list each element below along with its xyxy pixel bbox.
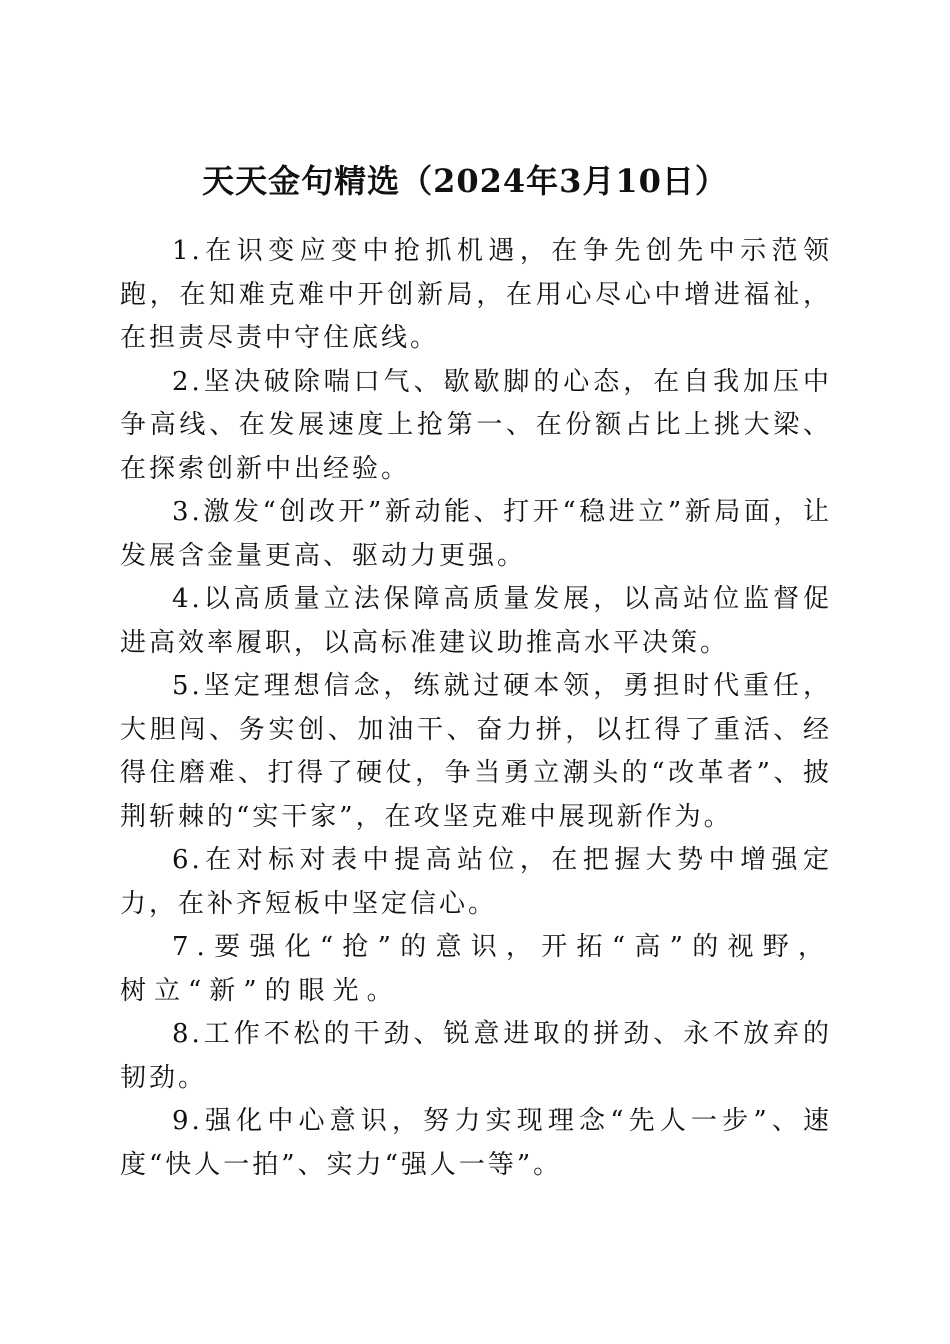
quote-item-4: 4.以高质量立法保障高质量发展，以高站位监督促进高效率履职，以高标准建议助推高水平决策。 (120, 584, 832, 658)
quote-item-9: 9.强化中心意识，努力实现理念“先人一步”、速度“快人一拍”、实力“强人一等”。 (120, 1106, 832, 1180)
quote-item-2: 2.坚决破除喘口气、歇歇脚的心态，在自我加压中争高线、在发展速度上抢第一、在份额占比上挑大梁、在探索创新中出经验。 (120, 366, 832, 484)
quote-item-7: 7.要强化“抢”的意识，开拓“高”的视野，树立“新”的眼光。 (120, 932, 832, 1006)
quote-item-1: 1.在识变应变中抢抓机遇，在争先创先中示范领跑，在知难克难中开创新局，在用心尽心中增进福祉，在担责尽责中守住底线。 (120, 236, 832, 353)
quote-item-8: 8.工作不松的干劲、锐意进取的拼劲、永不放弃的韧劲。 (120, 1019, 832, 1093)
quote-item-3: 3.激发“创改开”新动能、打开“稳进立”新局面，让发展含金量更高、驱动力更强。 (120, 497, 832, 571)
quote-item-6: 6.在对标对表中提高站位，在把握大势中增强定力，在补齐短板中坚定信心。 (120, 845, 832, 919)
quote-item-5: 5.坚定理想信念，练就过硬本领，勇担时代重任，大胆闯、务实创、加油干、奋力拼，以扛得了重活、经得住磨难、打得了硬仗，争当勇立潮头的“改革者”、披荆斩棘的“实干家”，在攻坚克难中展现新作为。 (120, 671, 832, 832)
quote-list (120, 230, 832, 1187)
page-title: 天天金句精选（2024年3月10日） (202, 162, 728, 201)
